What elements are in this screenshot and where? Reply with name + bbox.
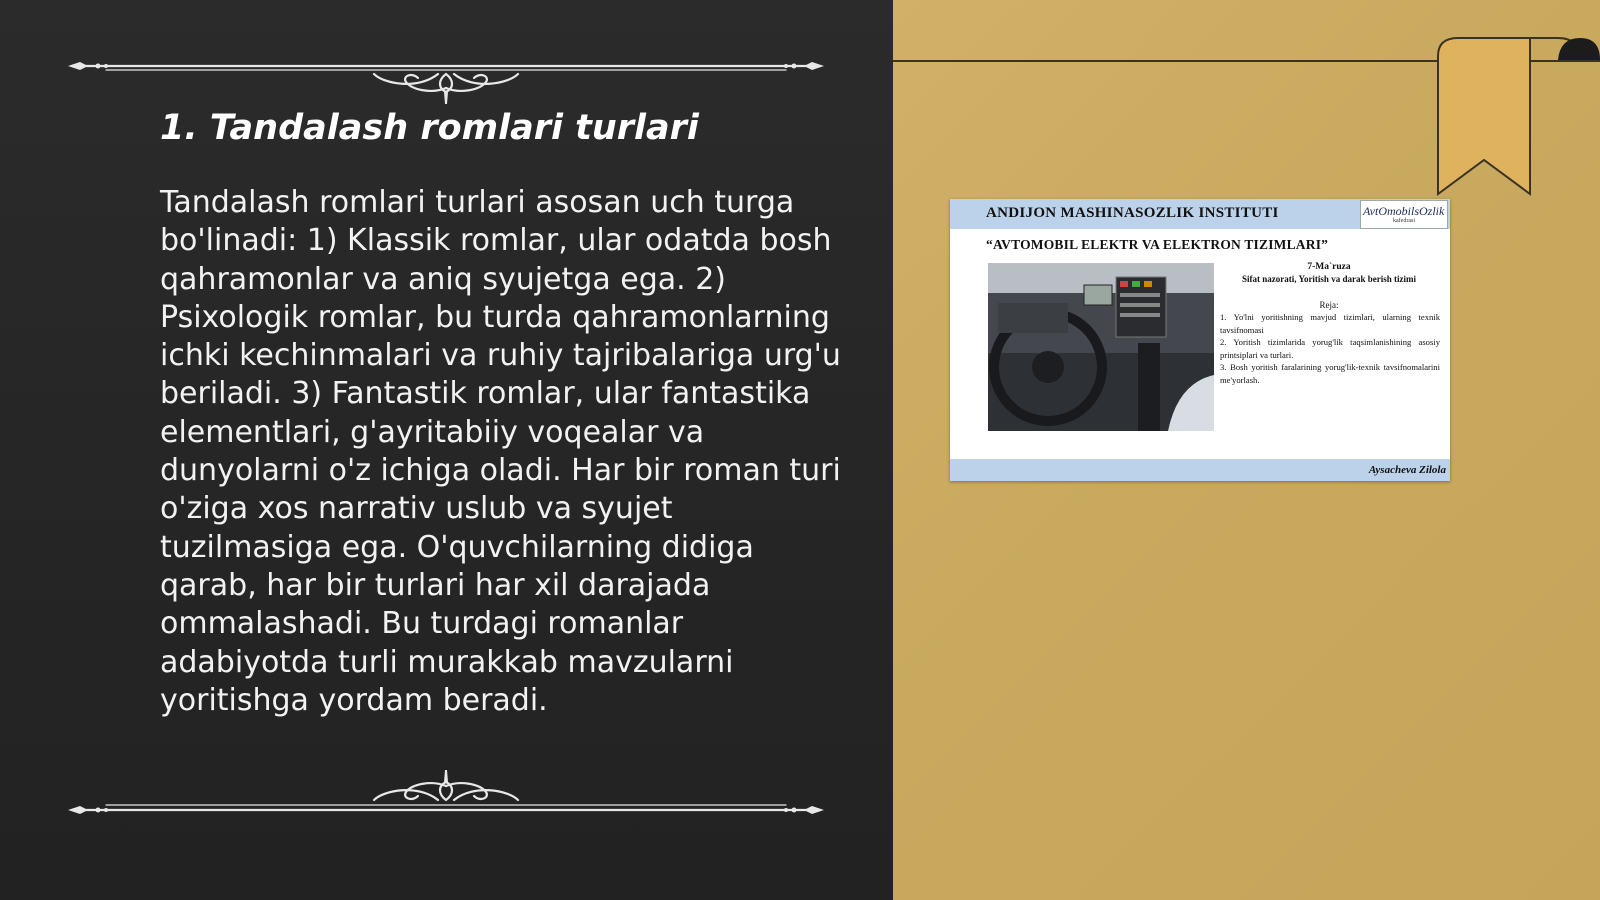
- thumbnail-footer-band: [950, 459, 1450, 481]
- thumbnail-logo-text: AvtOmobilsOzlik: [1363, 204, 1445, 218]
- thumbnail-plan-item: 2. Yoritish tizimlarida yorug'lik taqsimlanishining asosiy printsiplari va turlari.: [1220, 337, 1440, 360]
- thumbnail-plan-label: Reja:: [1319, 300, 1339, 310]
- car-dashboard-photo: [988, 263, 1214, 431]
- slide-body-text: Tandalash romlari turlari asosan uch turga bo'linadi: 1) Klassik romlar, ular odatda bosh qahramonlar va aniq syujetga ega. 2) Psixologik romlar, bu turda qahramonlarning ichki kechinmalari va ruhiy tajribalariga urg'u beriladi. 3) Fantastik romlar, ular fantastika elementlari, g'ayritabiiy voqealar va dunyolarni o'z ichiga oladi. Har bir roman turi o'ziga xos narrativ uslub va syujet tuzilmasiga ega. O'quvchilarning didiga qarab, har bir turlari har xil darajada ommalashadi. Bu turdagi romanlar adabiyotda turli murakkab mavzularni yoritishga yordam beradi.: [160, 185, 841, 718]
- thumbnail-author: Aysacheva Zilola: [1368, 464, 1446, 476]
- thumbnail-logo-subtext: kafedrasi: [1393, 218, 1415, 224]
- bottom-ornament-divider: [66, 770, 826, 830]
- slide-thumbnail-image: [950, 199, 1450, 481]
- bookmark-ribbon-icon: [1430, 34, 1600, 204]
- thumbnail-lecture-number: 7-Ma`ruza: [1307, 262, 1351, 272]
- thumbnail-course-title: “AVTOMOBIL ELEKTR VA ELEKTRON TIZIMLARI”: [986, 237, 1329, 252]
- thumbnail-lecture-topic: Sifat nazorati, Yoritish va darak berish tizimi: [1242, 274, 1416, 284]
- thumbnail-logo: [1360, 200, 1448, 229]
- top-ornament-divider: [66, 44, 826, 104]
- thumbnail-header-band: [950, 199, 1450, 229]
- thumbnail-institute-name: ANDIJON MASHINASOZLIK INSTITUTI: [986, 205, 1279, 221]
- slide-title: 1. Tandalash romlari turlari: [160, 108, 699, 148]
- thumbnail-plan-list: [1220, 311, 1440, 386]
- thumbnail-plan-item: 1. Yo'lni yoritishning mavjud tizimlari, ularning texnik tavsifnomasi: [1220, 312, 1440, 335]
- thumbnail-plan-item: 3. Bosh yoritish faralarining yorug'lik-texnik tavsifnomalarini me'yorlash.: [1220, 362, 1440, 385]
